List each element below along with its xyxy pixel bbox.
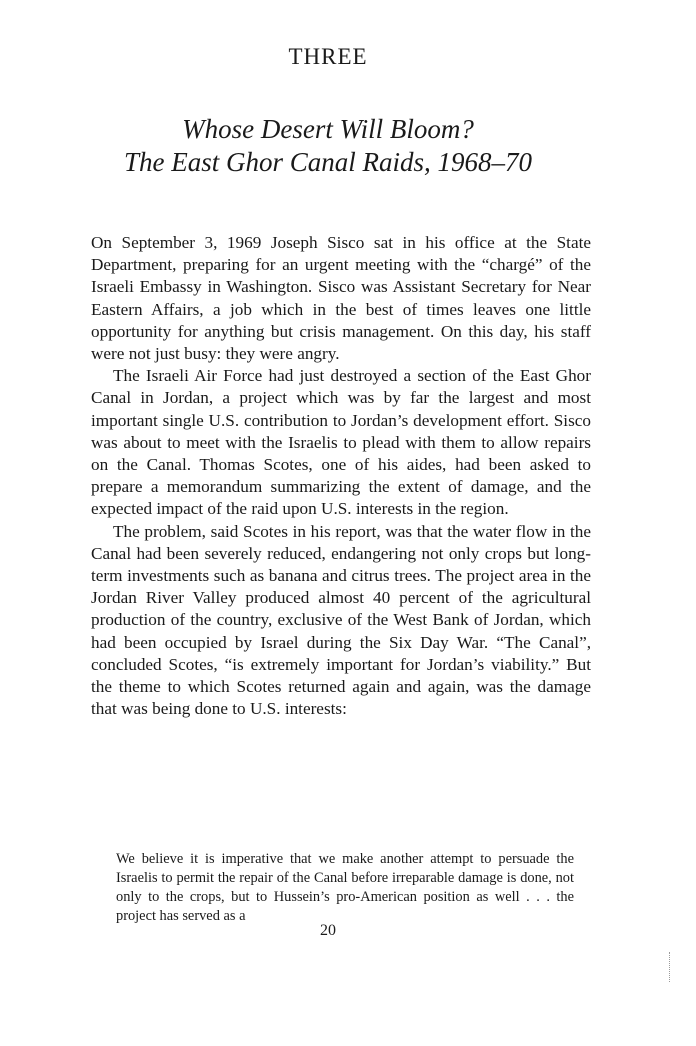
paragraph-1: On September 3, 1969 Joseph Sisco sat in his office at the State Department, preparing for an urgent meeting with the “chargé” of the Israeli Embassy in Washington. Sisco was Assistant Secretary for Near Eastern Affairs, a job which in the best of times leaves one little opportunity for anything but crisis management. On this day, his staff were not just busy: they were angry. [91, 233, 591, 364]
page-number: 20 [320, 922, 336, 939]
body-text [91, 232, 591, 720]
paragraph-2: The Israeli Air Force had just destroyed a section of the East Ghor Canal in Jordan, a project which was by far the largest and most important single U.S. contribution to Jordan’s development effort. Sisco was about to meet with the Israelis to plead with them to allow repairs on the Canal. Thomas Scotes, one of his aides, had been asked to prepare a memorandum summarizing the extent of damage, and the expected impact of the raid upon U.S. interests in the region. [91, 366, 591, 519]
chapter-title [0, 113, 656, 179]
paragraph-3: The problem, said Scotes in his report, was that the water flow in the Canal had been severely reduced, endangering not only crops but long-term investments such as banana and citrus trees. The project area in the Jordan River Valley produced almost 40 percent of the agricultural production of the country, exclusive of the West Bank of Jordan, which had been occupied by Israel during the Six Day War. “The Canal”, concluded Scotes, “is extremely important for Jordan’s viability.” But the theme to which Scotes returned again and again, was the damage that was being done to U.S. interests: [91, 521, 591, 719]
chapter-number: THREE [288, 44, 368, 69]
scan-edge-mark [669, 952, 672, 982]
chapter-title-line-2: The East Ghor Canal Raids, 1968–70 [123, 147, 533, 177]
block-quote: We believe it is imperative that we make another attempt to persuade the Israelis to permit the repair of the Canal before irreparable damage is done, not only to the crops, but to Hussein’s pro-American position as well . . . the project has served as a [116, 851, 574, 924]
chapter-title-line-1: Whose Desert Will Bloom? [182, 114, 474, 144]
